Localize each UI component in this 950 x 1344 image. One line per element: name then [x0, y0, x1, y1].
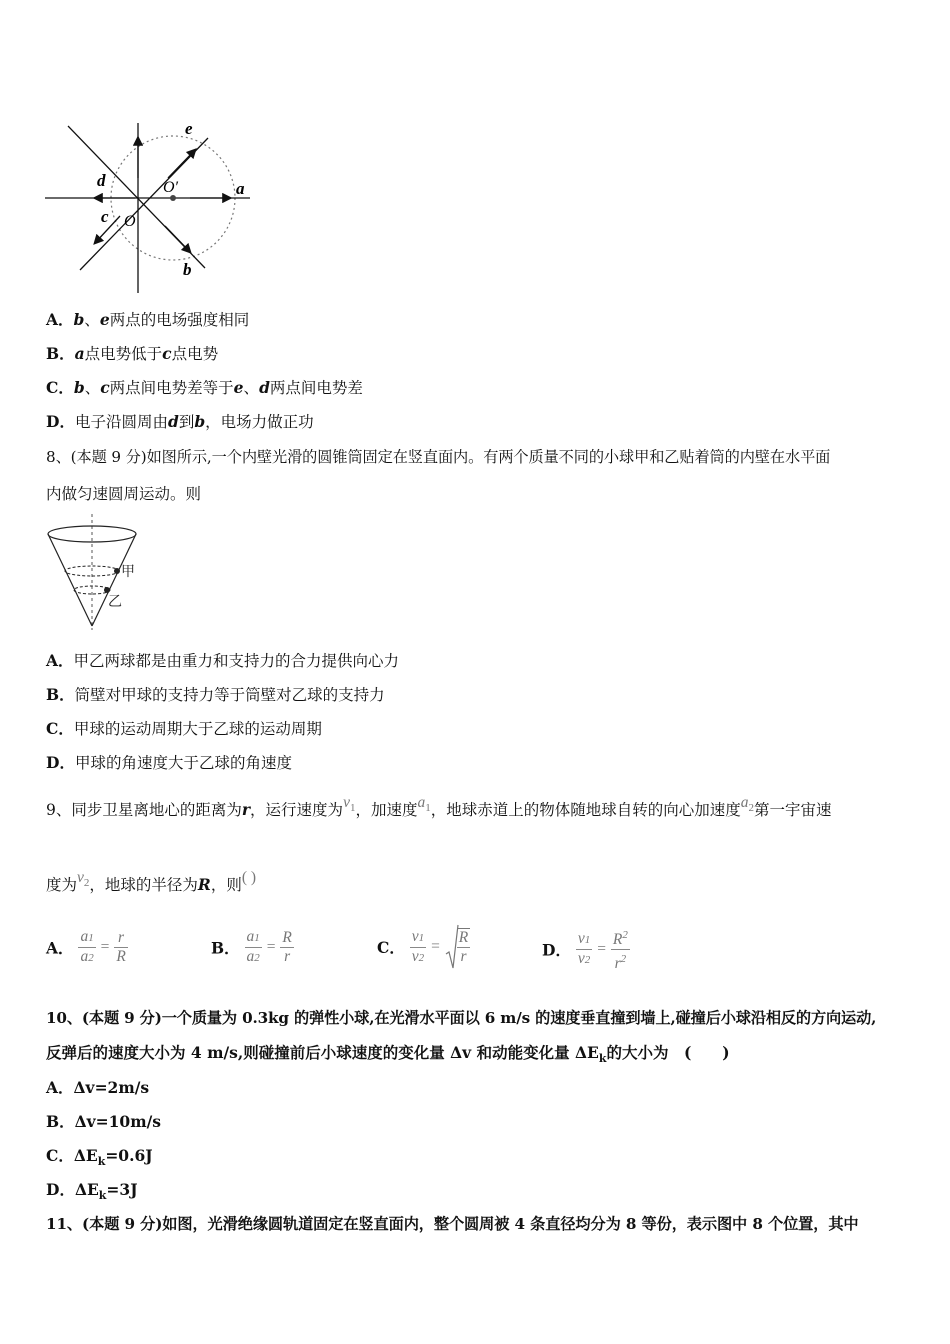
label-yi: 乙	[108, 595, 122, 610]
q7-option-c: C．b、c两点间电势差等于e、d两点间电势差	[46, 378, 363, 397]
label-e: e	[185, 119, 193, 138]
q10-stem-line1: 10、(本题 9 分)一个质量为 0.3kg 的弹性小球,在光滑水平面以 6 m/s 的速度垂直撞到墙上,碰撞后小球沿相反的方向运动,	[46, 1009, 877, 1027]
q8-option-a: A．甲乙两球都是由重力和支持力的合力提供向心力	[46, 651, 400, 670]
q8-stem-line1: 8、(本题 9 分)如图所示,一个内壁光滑的圆锥筒固定在竖直面内。有两个质量不同的小球甲和乙贴着筒的内壁在水平面	[46, 448, 831, 466]
q9-option-a: A． $\frac{a1}{a2}$ = $\frac{r}{R}$	[46, 928, 126, 965]
label-a: a	[236, 179, 245, 198]
electric-field-figure	[40, 118, 260, 298]
q9-option-d: D． $\frac{v1}{v2}$ = $\frac{R^2}{r^2}$	[542, 926, 630, 973]
q8-option-b: B．筒壁对甲球的支持力等于筒壁对乙球的支持力	[46, 685, 385, 704]
q9-stem-line1: 9、同步卫星离地心的距离为r，运行速度为$v^1$，加速度$a^1$，地球赤道上的物体随地球自转的向心加速度$a^2$第一宇宙速	[46, 794, 832, 819]
label-c: c	[101, 207, 109, 226]
q7-option-d: D．电子沿圆周由d到b，电场力做正功	[46, 412, 314, 431]
diag-e-arrow	[168, 150, 195, 178]
q10-option-d: D．$\Delta E_k=3J$	[46, 1180, 138, 1203]
q10-option-a: A．Δv=2m/s	[46, 1078, 150, 1097]
q11-stem-line1: 11、(本题 9 分)如图，光滑绝缘圆轨道固定在竖直面内，整个圆周被 4 条直径均分为 8 等份，表示图中 8 个位置，其中	[46, 1215, 859, 1233]
label-o-prime: O′	[163, 179, 179, 196]
q7-option-a: A．b、e两点的电场强度相同	[46, 310, 250, 329]
q9-option-c: C． $\frac{v1}{v2}$ = $\frac{R}{r}$	[377, 924, 470, 970]
label-d: d	[97, 171, 106, 190]
q8-stem-line2: 内做匀速圆周运动。则	[46, 485, 202, 503]
label-b: b	[183, 260, 192, 279]
q9-stem-line2: 度为$v^2$，地球的半径为R，则( )	[46, 869, 257, 894]
diag-b-arrow	[165, 226, 190, 252]
cone-figure	[44, 512, 144, 632]
q10-option-c: C．$\Delta E_k=0.6J$	[46, 1146, 153, 1169]
q10-option-b: B．Δv=10m/s	[46, 1112, 161, 1131]
q7-option-b: B．a点电势低于c点电势	[46, 344, 219, 363]
q10-stem-line2: 反弹后的速度大小为 4 m/s,则碰撞前后小球速度的变化量 Δv 和动能变化量 $\Delta E_k$的大小为 ( )	[46, 1043, 730, 1066]
label-o: O	[124, 213, 136, 230]
q8-option-c: C．甲球的运动周期大于乙球的运动周期	[46, 719, 322, 738]
q9-option-b: B． $\frac{a1}{a2}$ = $\frac{R}{r}$	[211, 928, 292, 965]
label-jia: 甲	[121, 565, 135, 580]
q8-option-d: D．甲球的角速度大于乙球的角速度	[46, 753, 292, 772]
